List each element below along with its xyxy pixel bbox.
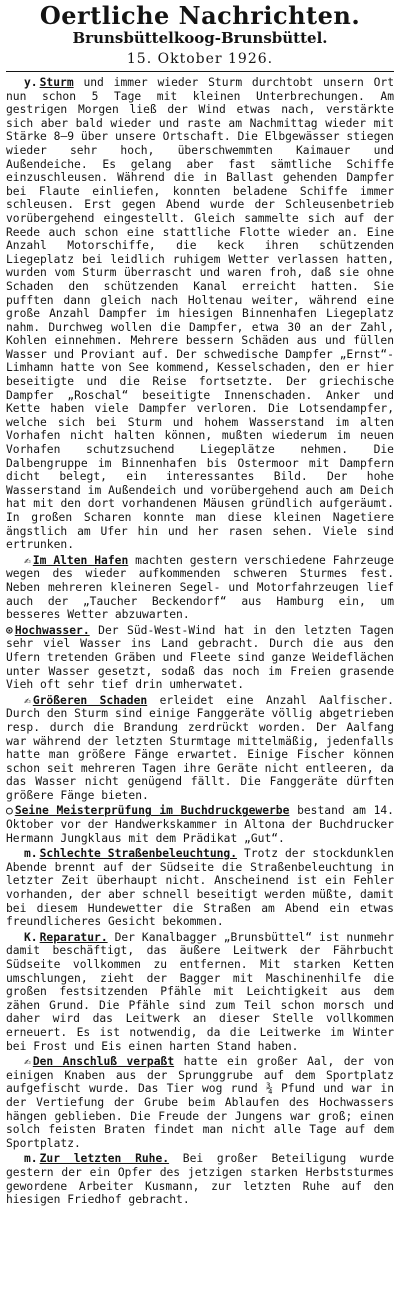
article-alter-hafen xyxy=(6,554,394,622)
author-mark: K. xyxy=(24,930,38,944)
article-reparatur xyxy=(6,931,394,1053)
author-mark: m. xyxy=(24,847,38,861)
issue-date: 15. Oktober 1926. xyxy=(126,51,274,67)
divider xyxy=(6,71,394,72)
circle-dot-icon: ⊙ xyxy=(6,623,13,637)
page-title: Oertliche Nachrichten. xyxy=(39,1,361,30)
masthead xyxy=(6,2,394,69)
article-body: bestand am 14. Oktober vor der Handwerkskammer in Altona der Buchdrucker Hermann Jungklaus mit dem Prädikat „Gut“. xyxy=(6,804,394,845)
article-beleuchtung xyxy=(6,847,394,929)
author-mark: m. xyxy=(24,1152,38,1166)
article-hochwasser xyxy=(6,624,394,692)
circle-icon: ○ xyxy=(6,804,13,818)
article-body: Trotz der stockdunklen Abende brennt auf der Südseite die Straßenbeleuchtung in letzter Zeit überhaupt nicht. Anscheinend ist ein Fehler vorhanden, der aber schnell beseitigt werden müßte, damit bei diesem Hundewetter die Straßen am Abend ein etwas freundlicheres Gesicht bekommen. xyxy=(6,847,394,929)
pen-icon: ✍ xyxy=(24,553,31,567)
article-heading: Den Anschluß verpaßt xyxy=(32,1055,175,1069)
article-meisterpruefung xyxy=(6,804,394,845)
article-heading: Reparatur. xyxy=(39,930,108,944)
article-body: Der Kanalbagger „Brunsbüttel“ ist nunmehr damit beschäftigt, das äußere Leitwerk der Fährbucht Südseite vollkommen zu entfernen. Mit starken Ketten umschlungen, zieht der Bagger mit Maschinenhilfe die großen festsitzenden Pfähle mit Leichtigkeit aus dem zähen Grund. Die Pfähle sind zum Teil schon morsch und daher wird das Leitwerk an dieser Stelle vollkommen erneuert. Es ist notwendig, da die Leitwerke im Winter bei Frost und Eis einen harten Stand haben. xyxy=(6,930,394,1053)
article-heading: Zur letzten Ruhe. xyxy=(39,1152,170,1166)
article-body: Bei großer Beteiligung wurde gestern der ein Opfer des jetzigen starken Herbststurmes gewordene Arbeiter Kusmann, zur letzten Ruhe auf den hiesigen Friedhof gebracht. xyxy=(6,1152,394,1207)
article-body: erleidet eine Anzahl Aalfischer. Durch den Sturm sind einige Fanggeräte völlig abgetrieben resp. durch die Brandung zerdrückt worden. Der Aalfang war während der letzten Sturmtage mittelmäßig, jedenfalls hatte man größere Fänge erwartet. Einige Fischer können schon seit mehreren Tagen ihre Geräte nicht entleeren, da das Wasser nicht genügend fällt. Die Fanggeräte dürften größere Fänge bieten. xyxy=(6,693,394,802)
article-heading: Seine Meisterprüfung im Buchdruckgewerbe xyxy=(14,804,290,818)
article-schaden xyxy=(6,694,394,803)
article-heading: Im Alten Hafen xyxy=(32,553,129,567)
pen-icon: ✍ xyxy=(24,1055,31,1069)
article-heading: Schlechte Straßenbeleuchtung. xyxy=(39,847,238,861)
article-body: und immer wieder Sturm durchtobt unsern Ort nun schon 5 Tage mit kleinen Unterbrechungen. Am gestrigen Morgen ließ der Wind etwas nach, verstärkte sich aber bald wieder und raste am Nachmittag wieder mit Stärke 8–9 über unsere Ortschaft. Die Elbgewässer stiegen wieder sehr hoch, überschwemmten Kaimauer und Außendeiche. Es gelang aber fast sämtliche Schiffe einzuschleusen. Während die in Ballast gehenden Dampfer bei Flaute einliefen, konnten beladene Schiffe immer schleusen. Erst gegen Abend wurde der Schleusenbetrieb vorübergehend eingestellt. Gleich sammelte sich auf der Reede auch schon eine stattliche Flotte wieder an. Eine Anzahl Motorschiffe, die keck ihren schützenden Liegeplatz bei leidlich ruhigem Wetter verlassen hatten, wurden vom Sturm überrascht und waren froh, daß sie ohne Schaden den schützenden Kanal erreicht hatten. Sie pufften dann gleich nach Holtenau weiter, während eine große Anzahl Dampfer im hiesigen Binnenhafen Liegeplatz nahm. Durchweg wollen die Dampfer, etwa 30 an der Zahl, Kohlen einnehmen. Mehrere bessern Schäden aus und füllen Wasser und Proviant auf. Der schwedische Dampfer „Ernst“-Limhamn hatte von See kommend, Kesselschaden, den er hier beseitigte und die Reise fortsetzte. Der griechische Dampfer „Roschal“ beseitigte Innenschaden. Anker und Kette haben viele Dampfer verloren. Die Lotsendampfer, welche sich bei Sturm und hohem Wasserstand im alten Vorhafen nicht halten können, mußten wiederum im neuen Vorhafen schutzsuchend Liegeplätze nehmen. Die Dalbengruppe im Binnenhafen bis Ostermoor mit Dampfern dicht belegt, ein interessantes Bild. Der hohe Wasserstand im Außendeich und vorübergehend auch am Deich hat mit den dort vorhandenen Mäusen gründlich aufgeräumt. In großen Scharen konnte man diese kleinen Nagetiere ängstlich am Ufer hin und her rasen sehen. Viele sind ertrunken. xyxy=(6,76,394,552)
article-heading: Sturm xyxy=(39,76,74,89)
article-letzte-ruhe xyxy=(6,1152,394,1206)
article-body: hatte ein großer Aal, der von einigen Knaben aus der Sprunggrube auf dem Sportplatz aufgefischt wurde. Das Tier wog rund ¾ Pfund und war in der Vertiefung der Grube beim Ablaufen des Hochwassers hängen geblieben. Die Freude der Jungens war groß; einen solch feisten Braten findet man nicht alle Tage auf dem Sportplatz. xyxy=(6,1055,394,1150)
author-mark: y. xyxy=(24,76,38,89)
article-heading: Hochwasser. xyxy=(14,623,90,637)
article-heading: Größeren Schaden xyxy=(32,693,148,707)
page-subtitle: Brunsbüttelkoog-Brunsbüttel. xyxy=(72,29,328,47)
article-anschluss xyxy=(6,1055,394,1150)
article-body: Der Süd-West-Wind hat in den letzten Tagen sehr viel Wasser ins Land gebracht. Durch die aus den Ufern tretenden Gräben und Fleete sind ganze Weideflächen unter Wasser gesetzt, sodaß das noch im Freien grasende Vieh oft sehr tief drin umherwatet. xyxy=(6,623,394,692)
article-body: machten gestern verschiedene Fahrzeuge wegen des wieder aufkommenden schweren Sturmes fest. Neben mehreren kleineren Segel- und Motorfahrzeugen lief auch der „Taucher Beckendorf“ aus Hamburg ein, um besseres Wetter abzuwarten. xyxy=(6,553,394,622)
pen-icon: ✍ xyxy=(24,693,31,707)
article-sturm xyxy=(6,76,394,552)
